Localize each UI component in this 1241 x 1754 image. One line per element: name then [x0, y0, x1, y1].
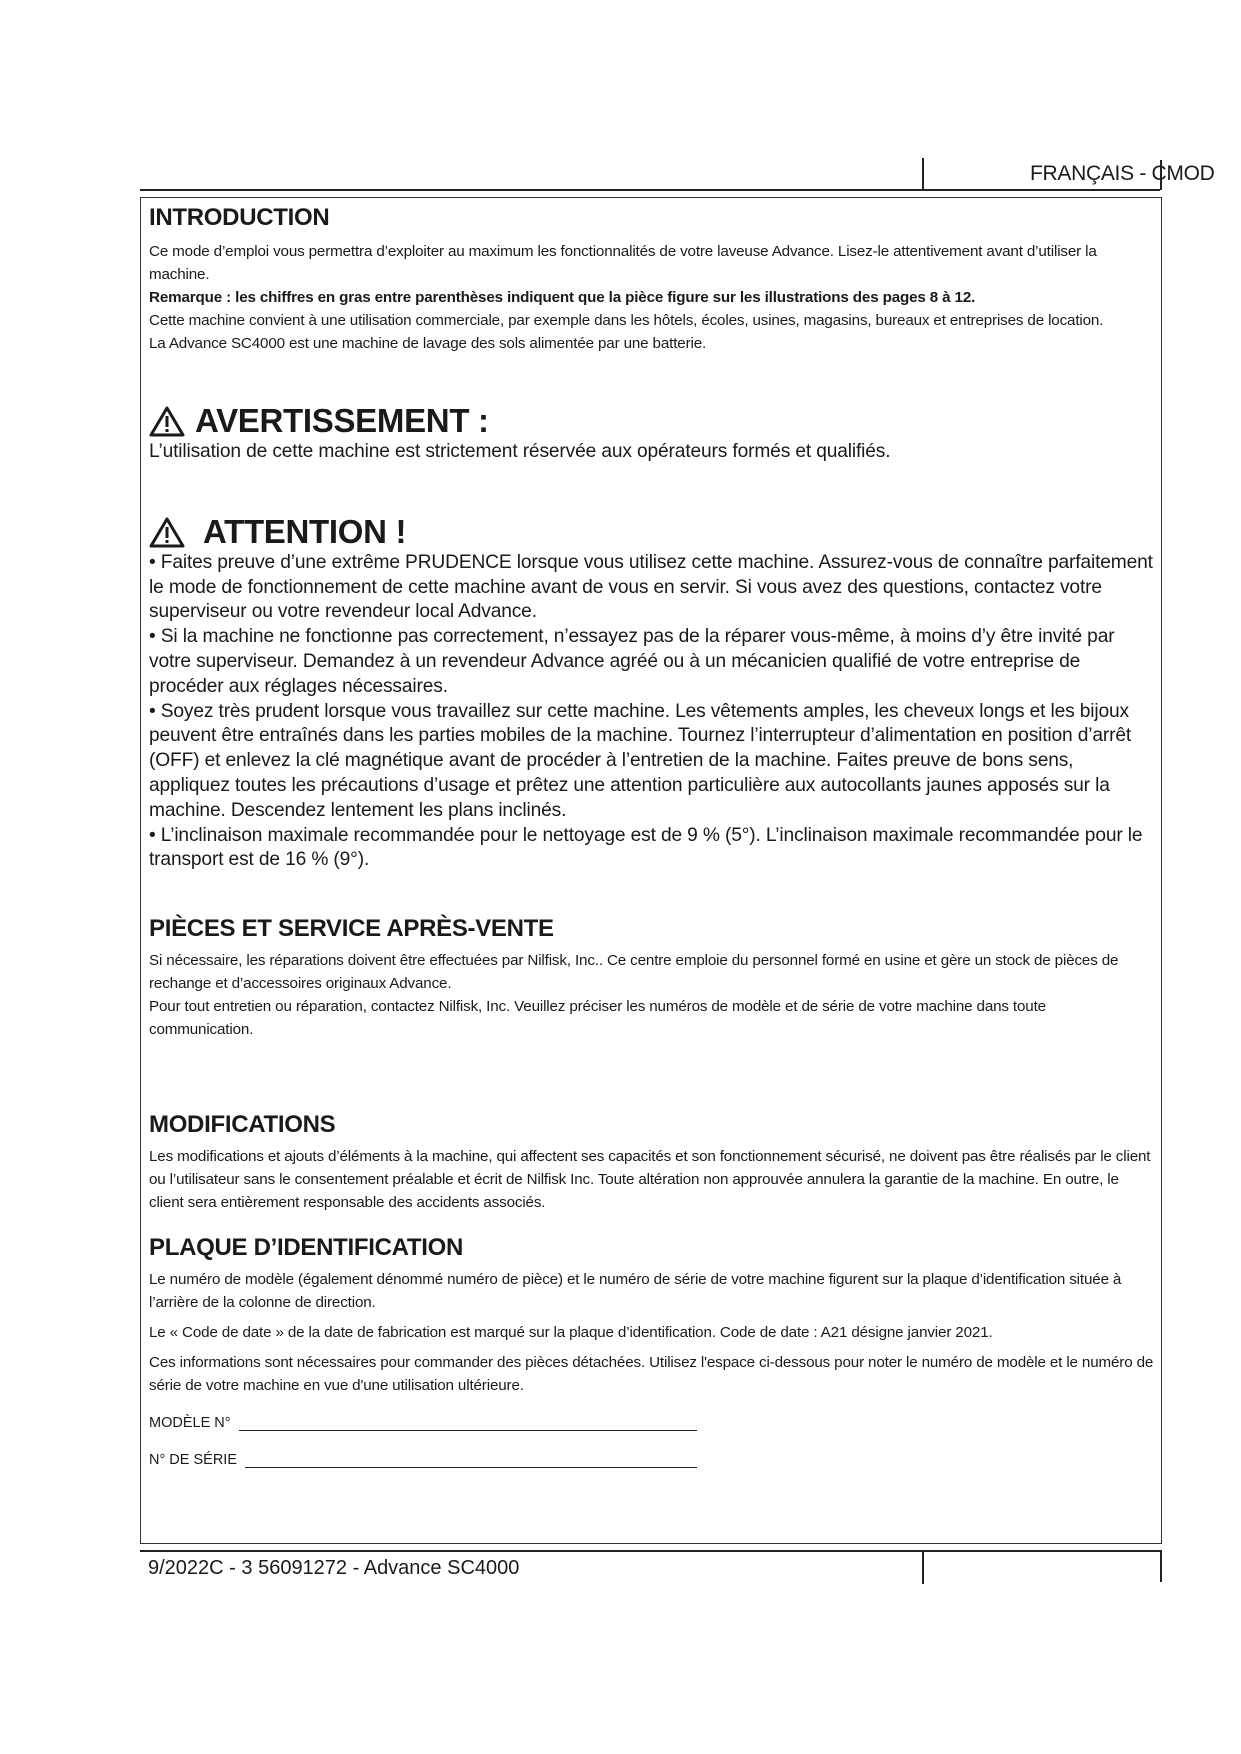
introduction-paragraph: Cette machine convient à une utilisation commerciale, par exemple dans les hôtels, écoles, usines, magasins, bureaux et entreprises de location. [149, 312, 1104, 329]
introduction-note: Remarque : les chiffres en gras entre parenthèses indiquent que la pièce figure sur les illustrations des pages 8 à 12. [149, 289, 976, 306]
caution-bullet: • L’inclinaison maximale recommandée pour le nettoyage est de 9 % (5°). L’inclinaison maximale recommandée pour le transport est de 16 % (9°). [149, 824, 1143, 871]
footer-divider-tick-right [1160, 1552, 1162, 1582]
footer-divider-tick [922, 1552, 924, 1584]
nameplate-section [149, 1234, 1154, 1468]
introduction-section [149, 200, 1154, 355]
caution-title: ATTENTION ! [203, 512, 407, 550]
introduction-paragraph: Ce mode d’emploi vous permettra d’exploiter au maximum les fonctionnalités de votre laveuse Advance. Lisez-le attentivement avant d’utiliser la machine. [149, 243, 1097, 283]
nameplate-paragraph: Le « Code de date » de la date de fabrication est marqué sur la plaque d’identification. Code de date : A21 désigne janvier 2021. [149, 1324, 993, 1342]
modifications-paragraph: Les modifications et ajouts d’éléments à la machine, qui affectent ses capacités et son fonctionnement sécurisé, ne doivent pas être réalisés par le client ou l’utilisateur sans le consentement préalable et écrit de Nilfisk Inc. Toute altération non approuvée annulera la garantie de la machine. En outre, le client sera entièrement responsable des accidents associés. [149, 1148, 1151, 1212]
caution-section [149, 513, 1154, 873]
nameplate-paragraph: Ces informations sont nécessaires pour commander des pièces détachées. Utilisez l'espace ci-dessous pour noter le numéro de modèle et le numéro de série de votre machine en vue d'une utilisation ultérieure. [149, 1354, 1154, 1395]
model-number-field [149, 1415, 1154, 1431]
introduction-paragraph: La Advance SC4000 est une machine de lavage des sols alimentée par une batterie. [149, 335, 707, 352]
header-rule [140, 189, 1160, 191]
serial-number-line[interactable] [245, 1453, 697, 1468]
parts-title: PIÈCES ET SERVICE APRÈS-VENTE [149, 915, 554, 943]
page-content [149, 200, 1154, 1468]
parts-section [149, 915, 1154, 1041]
warning-heading [149, 402, 1154, 440]
model-number-label: MODÈLE N° [149, 1415, 231, 1432]
nameplate-title: PLAQUE D’IDENTIFICATION [149, 1234, 463, 1262]
warning-section [149, 402, 1154, 465]
language-label: FRANÇAIS - CMOD [1030, 162, 1215, 185]
caution-bullet: • Faites preuve d’une extrême PRUDENCE lorsque vous utilisez cette machine. Assurez-vous de connaître parfaitement le mode de fonctionnement de cette machine avant de vous en servir. Si vous avez des questions, contactez votre superviseur ou votre revendeur local Advance. [149, 551, 1153, 623]
modifications-title: MODIFICATIONS [149, 1111, 336, 1139]
parts-paragraph: Si nécessaire, les réparations doivent être effectuées par Nilfisk, Inc.. Ce centre emploie du personnel formé en usine et gère un stock de pièces de rechange et d’accessoires originaux Advance. [149, 952, 1119, 993]
introduction-title: INTRODUCTION [149, 204, 330, 231]
warning-triangle-icon [149, 405, 185, 437]
serial-number-field [149, 1452, 1154, 1468]
footer-text: 9/2022C - 3 56091272 - Advance SC4000 [148, 1557, 520, 1579]
header-divider-tick [922, 158, 924, 190]
warning-title: AVERTISSEMENT : [195, 402, 489, 439]
warning-text: L’utilisation de cette machine est strictement réservée aux opérateurs formés et qualifiés. [149, 441, 891, 462]
footer-rule [140, 1550, 1162, 1552]
parts-paragraph: Pour tout entretien ou réparation, contactez Nilfisk, Inc. Veuillez préciser les numéros de modèle et de série de votre machine dans toute communication. [149, 998, 1046, 1039]
modifications-section [149, 1111, 1154, 1214]
warning-triangle-icon [149, 516, 185, 548]
nameplate-paragraph: Le numéro de modèle (également dénommé numéro de pièce) et le numéro de série de votre machine figurent sur la plaque d’identification située à l’arrière de la colonne de direction. [149, 1271, 1122, 1312]
caution-heading [149, 513, 1154, 551]
caution-bullet: • Si la machine ne fonctionne pas correctement, n’essayez pas de la réparer vous-même, à moins d’y être invité par votre superviseur. Demandez à un revendeur Advance agréé ou à un mécanicien qualifié de votre entreprise de procéder aux réglages nécessaires. [149, 626, 1115, 697]
serial-number-label: N° DE SÉRIE [149, 1452, 237, 1469]
caution-bullet: • Soyez très prudent lorsque vous travaillez sur cette machine. Les vêtements amples, les cheveux longs et les bijoux peuvent être entraînés dans les parties mobiles de la machine. Tournez l’interrupteur d’alimentation en position d’arrêt (OFF) et enlevez la clé magnétique avant de procéder à l’entretien de la machine. Faites preuve de bons sens, appliquez toutes les précautions d’usage et prêtez une attention particulière aux autocollants jaunes apposés sur la machine. Descendez lentement les plans inclinés. [149, 700, 1132, 821]
model-number-line[interactable] [239, 1416, 697, 1431]
